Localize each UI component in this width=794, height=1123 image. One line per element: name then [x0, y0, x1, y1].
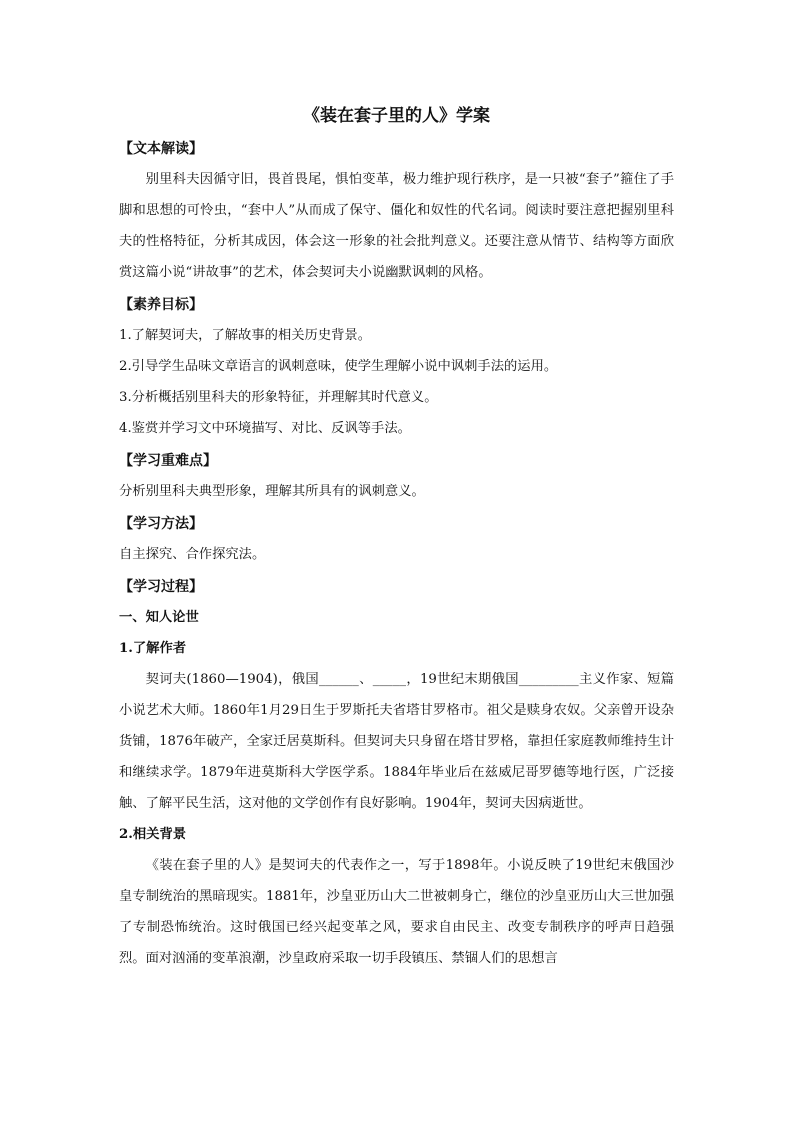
section-heading-goals: 【素养目标】 — [119, 297, 203, 313]
background-paragraph: 《装在套子里的人》是契诃夫的代表作之一，写于1898年。小说反映了19世纪末俄国沙皇专制统治的黑暗现实。1881年，沙皇亚历山大二世被刺身亡，继位的沙皇亚历山大三世加强了专制恐怖统治。这时俄国已经兴起变革之风，要求自由民主、改变专制秩序的呼声日趋强烈。面对汹涌的变革浪潮，沙皇政府采取一切手段镇压、禁锢人们的思想言 — [119, 858, 674, 966]
methods-text: 自主探究、合作探究法。 — [119, 547, 266, 562]
reading-paragraph: 别里科夫因循守旧，畏首畏尾，惧怕变革，极力维护现行秩序，是一只被“套子”箍住了手脚和思想的可怜虫，“套中人”从而成了保守、僵化和奴性的代名词。阅读时要注意把握别里科夫的性格特征，分析其成因，体会这一形象的社会批判意义。还要注意从情节、结构等方面欣赏这篇小说“讲故事”的艺术，体会契诃夫小说幽默讽刺的风格。 — [119, 172, 674, 280]
process-part-heading: 一、知人论世 — [119, 610, 199, 625]
section-heading-key-points: 【学习重难点】 — [119, 453, 217, 469]
author-paragraph: 契诃夫(1860—1904)，俄国______、_____，19世纪末期俄国_________主义作家、短篇小说艺术大师。1860年1月29日生于罗斯托夫省塔甘罗格市。祖父是赎身农奴。父亲曾开设杂货铺，1876年破产，全家迁居莫斯科。但契诃夫只身留在塔甘罗格，靠担任家庭教师维持生计和继续求学。1879年进莫斯科大学医学系。1884年毕业后在兹威尼哥罗德等地行医，广泛接触、了解平民生活，这对他的文学创作有良好影响。1904年，契诃夫因病逝世。 — [119, 672, 674, 811]
document-content — [119, 102, 674, 974]
subheading-author: 1.了解作者 — [119, 641, 187, 656]
goal-item: 4.鉴赏并学习文中环境描写、对比、反讽等手法。 — [119, 421, 411, 436]
subheading-background: 2.相关背景 — [119, 827, 187, 842]
section-heading-reading: 【文本解读】 — [119, 141, 203, 157]
section-heading-process: 【学习过程】 — [119, 579, 203, 595]
goal-item: 3.分析概括别里科夫的形象特征，并理解其时代意义。 — [119, 390, 438, 405]
key-points-text: 分析别里科夫典型形象，理解其所具有的讽刺意义。 — [119, 484, 425, 499]
goal-item: 1.了解契诃夫，了解故事的相关历史背景。 — [119, 328, 372, 343]
section-heading-methods: 【学习方法】 — [119, 516, 203, 532]
document-title: 《装在套子里的人》学案 — [303, 106, 490, 126]
goal-item: 2.引导学生品味文章语言的讽刺意味，使学生理解小说中讽刺手法的运用。 — [119, 359, 558, 374]
